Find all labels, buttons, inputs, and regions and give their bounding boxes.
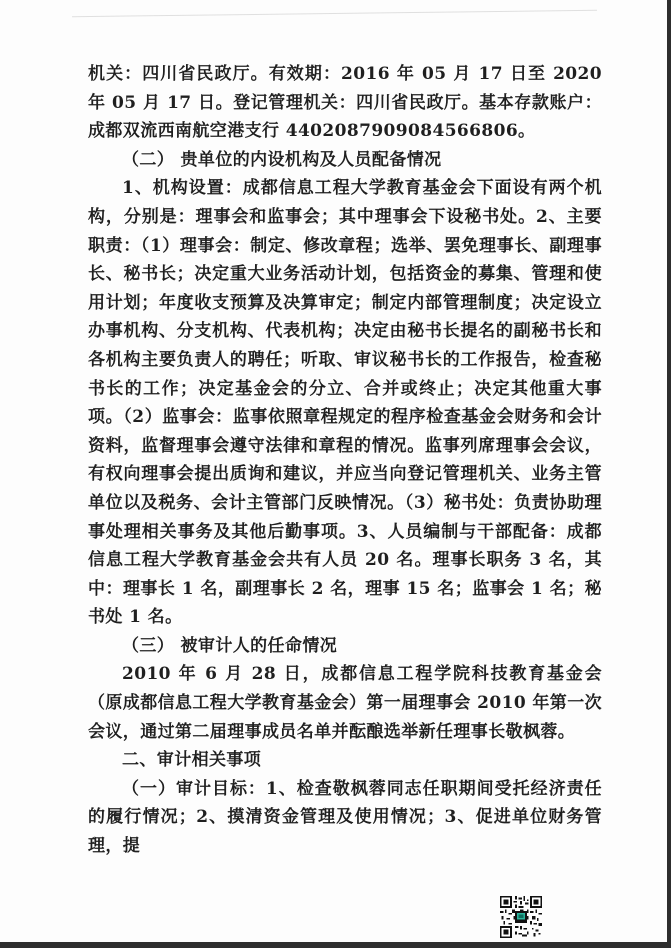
scan-artifact-line <box>72 10 597 17</box>
paragraph-appointment: 2010 年 6 月 28 日，成都信息工程学院科技教育基金会（原成都信息工程大学教育基金会）第一届理事会 2010 年第一次会议，通过第二届理事成员名单并酝酿选举新任理事长敬枫蓉。 <box>88 664 602 742</box>
section-heading-3: （三） 被审计人的任命情况 <box>122 635 338 656</box>
scan-edge-bottom <box>0 942 671 948</box>
paragraph-audit-goals: （一）审计目标：1、检查敬枫蓉同志任职期间受托经济责任的履行情况；2、摸清资金管理及使用情况；3、促进单位财务管理，提 <box>88 778 602 857</box>
paragraph-continuation: 机关：四川省民政厅。有效期：2016 年 05 月 17 日至 2020 年 05 月 17 日。登记管理机关：四川省民政厅。基本存款账户：成都双流西南航空港支行 4402087909084566806。 <box>88 64 602 142</box>
document-text-block <box>88 60 602 861</box>
paragraph-org-structure: 1、机构设置：成都信息工程大学教育基金会下面设有两个机构，分别是：理事会和监事会；其中理事会下设秘书处。2、主要职责：（1）理事会：制定、修改章程；选举、罢免理事长、副理事长、秘书长；决定重大业务活动计划，包括资金的募集、管理和使用计划；年度收支预算及决算审定；制定内部管理制度；决定设立办事机构、分支机构、代表机构；决定由秘书长提名的副秘书长和各机构主要负责人的聘任；听取、审议秘书长的工作报告，检查秘书长的工作；决定基金会的分立、合并或终止；决定其他重大事项。（2）监事会：监事依照章程规定的程序检查基金会财务和会计资料，监督理事会遵守法律和章程的情况。监事列席理事会会议，有权向理事会提出质询和建议，并应当向登记管理机关、业务主管单位以及税务、会计主管部门反映情况。（3）秘书处：负责协助理事处理相关事务及其他后勤事项。3、人员编制与干部配备：成都信息工程大学教育基金会共有人员 20 名。理事长职务 3 名，其中：理事长 1 名，副理事长 2 名，理事 15 名；监事会 1 名；秘书处 1 名。 <box>88 178 602 628</box>
scan-edge-right <box>667 0 671 948</box>
section-heading-audit: 二、审计相关事项 <box>122 750 262 771</box>
section-heading-2: （二） 贵单位的内设机构及人员配备情况 <box>122 149 442 170</box>
qr-code-icon <box>500 896 542 938</box>
